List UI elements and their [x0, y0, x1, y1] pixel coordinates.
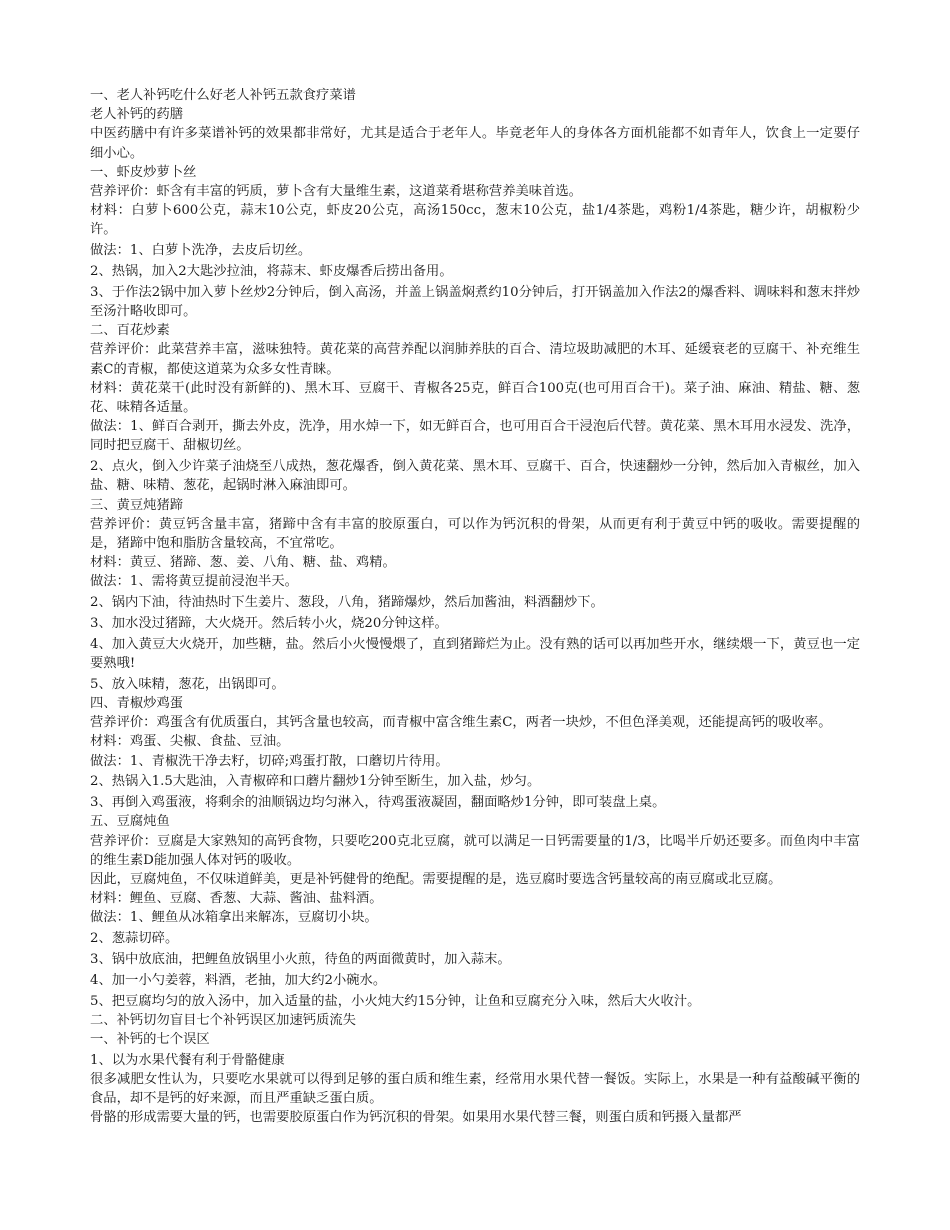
- document-body: [90, 86, 860, 1128]
- method-step: 3、加水没过猪蹄，大火烧开。然后转小火，烧20分钟这样。: [90, 616, 448, 632]
- ingredients: 材料：鲤鱼、豆腐、香葱、大蒜、酱油、盐料酒。: [90, 891, 383, 907]
- paragraph: 骨骼的形成需要大量的钙，也需要胶原蛋白作为钙沉积的骨架。如果用水果代替三餐，则蛋白质和钙摄入量都严: [90, 1110, 742, 1126]
- method-step: 做法：1、需将黄豆提前浸泡半天。: [90, 574, 298, 590]
- method-step: 3、锅中放底油，把鲤鱼放锅里小火煎，待鱼的两面微黄时，加入蒜末。: [90, 952, 511, 968]
- recipe-title: 三、黄豆炖猪蹄: [90, 497, 184, 513]
- method-step: 2、葱蒜切碎。: [90, 931, 179, 947]
- subheading: 老人补钙的药膳: [90, 107, 184, 123]
- paragraph: 因此，豆腐炖鱼，不仅味道鲜美，更是补钙健骨的绝配。需要提醒的是，选豆腐时要选含钙量较高的南豆腐或北豆腐。: [90, 872, 782, 888]
- method-step: 做法：1、青椒洗干净去籽，切碎;鸡蛋打散，口蘑切片待用。: [90, 753, 449, 769]
- recipe-title: 一、虾皮炒萝卜丝: [90, 164, 197, 180]
- method-step: 4、加入黄豆大火烧开，加些糖，盐。然后小火慢慢煨了，直到猪蹄烂为止。没有熟的话可以再加些开水，继续煨一下，黄豆也一定要熟哦!: [90, 636, 860, 672]
- method-step: 2、锅内下油，待油热时下生姜片、葱段，八角，猪蹄爆炒，然后加酱油，料酒翻炒下。: [90, 595, 604, 611]
- method-step: 3、于作法2锅中加入萝卜丝炒2分钟后，倒入高汤，并盖上锅盖焖煮约10分钟后，打开锅盖加入作法2的爆香料、调味料和葱末拌炒至汤汁略收即可。: [90, 284, 860, 320]
- heading-1: 一、老人补钙吃什么好老人补钙五款食疗菜谱: [90, 88, 356, 103]
- method-step: 做法：1、白萝卜洗净，去皮后切丝。: [90, 243, 312, 259]
- ingredients: 材料：黄豆、猪蹄、葱、姜、八角、糖、盐、鸡精。: [90, 555, 396, 571]
- ingredients: 材料：鸡蛋、尖椒、食盐、豆油。: [90, 734, 290, 750]
- method-step: 2、点火，倒入少许菜子油烧至八成热，葱花爆香，倒入黄花菜、黑木耳、豆腐干、百合，快速翻炒一分钟，然后加入青椒丝，加入盐、糖、味精、葱花，起锅时淋入麻油即可。: [90, 459, 860, 494]
- method-step: 3、再倒入鸡蛋液，将剩余的油顺锅边均匀淋入，待鸡蛋液凝固，翻面略炒1分钟，即可装盘上桌。: [90, 795, 666, 811]
- paragraph: 很多减肥女性认为，只要吃水果就可以得到足够的蛋白质和维生素，经常用水果代替一餐饭。实际上，水果是一种有益酸碱平衡的食品，却不是钙的好来源，而且严重缺乏蛋白质。: [90, 1072, 860, 1107]
- method-step: 2、热锅，加入2大匙沙拉油，将蒜末、虾皮爆香后捞出备用。: [90, 264, 453, 280]
- nutrition-note: 营养评价：豆腐是大家熟知的高钙食物，只要吃200克北豆腐，就可以满足一日钙需要量的1/3，比喝半斤奶还要多。而鱼肉中丰富的维生素D能加强人体对钙的吸收。: [90, 833, 860, 868]
- point-title: 1、以为水果代餐有利于骨骼健康: [90, 1052, 285, 1068]
- method-step: 2、热锅入1.5大匙油，入青椒碎和口蘑片翻炒1分钟至断生，加入盐，炒匀。: [90, 774, 541, 790]
- nutrition-note: 营养评价：鸡蛋含有优质蛋白，其钙含量也较高，而青椒中富含维生素C，两者一块炒，不但色泽美观，还能提高钙的吸收率。: [90, 715, 832, 731]
- recipe-title: 二、百花炒素: [90, 323, 170, 339]
- paragraph: 中医药膳中有许多菜谱补钙的效果都非常好，尤其是适合于老年人。毕竟老年人的身体各方面机能都不如青年人，饮食上一定要仔细小心。: [90, 126, 860, 161]
- ingredients: 材料：白萝卜600公克，蒜末10公克，虾皮20公克，高汤150cc，葱末10公克，盐1/4茶匙，鸡粉1/4茶匙，糖少许，胡椒粉少许。: [90, 203, 860, 238]
- method-step: 5、把豆腐均匀的放入汤中，加入适量的盐，小火炖大约15分钟，让鱼和豆腐充分入味，然后大火收汁。: [90, 993, 701, 1009]
- nutrition-note: 营养评价：此菜营养丰富，滋味独特。黄花菜的高营养配以润肺养肤的百合、清垃圾助减肥的木耳、延缓衰老的豆腐干、补充维生素C的青椒，都使这道菜为众多女性青睐。: [90, 342, 860, 377]
- ingredients: 材料：黄花菜干(此时没有新鲜的)、黑木耳、豆腐干、青椒各25克，鲜百合100克(也可用百合干)。菜子油、麻油、精盐、糖、葱花、味精各适量。: [90, 380, 860, 416]
- nutrition-note: 营养评价：虾含有丰富的钙质，萝卜含有大量维生素，这道菜肴堪称营养美味首选。: [90, 184, 582, 200]
- recipe-title: 五、豆腐炖鱼: [90, 814, 170, 830]
- subheading: 一、补钙的七个误区: [90, 1032, 210, 1048]
- method-step: 做法：1、鲤鱼从冰箱拿出来解冻，豆腐切小块。: [90, 910, 378, 926]
- recipe-title: 四、青椒炒鸡蛋: [90, 696, 184, 712]
- heading-2: 二、补钙切勿盲目七个补钙误区加速钙质流失: [90, 1012, 356, 1028]
- nutrition-note: 营养评价：黄豆钙含量丰富，猪蹄中含有丰富的胶原蛋白，可以作为钙沉积的骨架，从而更有利于黄豆中钙的吸收。需要提醒的是，猪蹄中饱和脂肪含量较高，不宜常吃。: [90, 516, 860, 552]
- method-step: 4、加一小勺姜蓉，料酒，老抽，加大约2小碗水。: [90, 972, 387, 988]
- method-step: 做法：1、鲜百合剥开，撕去外皮，洗净，用水焯一下，如无鲜百合，也可用百合干浸泡后代替。黄花菜、黑木耳用水浸发、洗净，同时把豆腐干、甜椒切丝。: [90, 419, 860, 454]
- method-step: 5、放入味精，葱花，出锅即可。: [90, 676, 285, 692]
